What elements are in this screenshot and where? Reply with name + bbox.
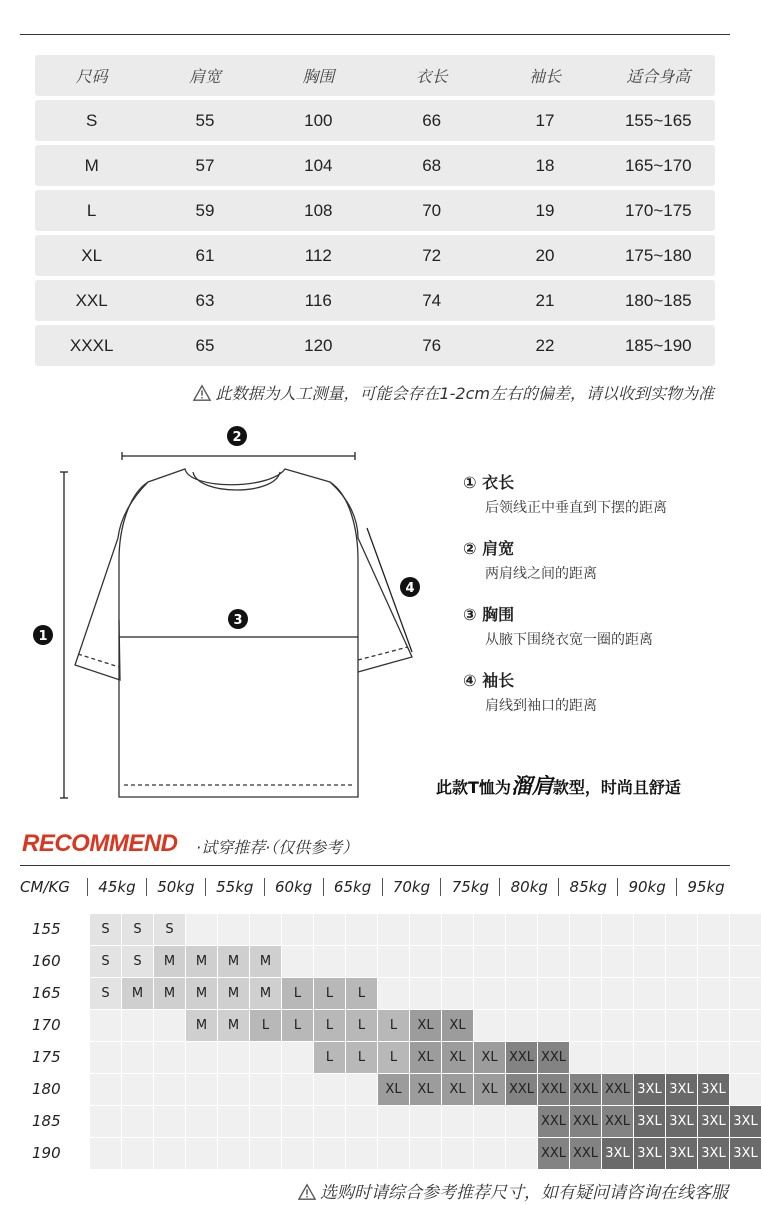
grid-cell: 3XL <box>634 1138 665 1169</box>
size-table-cell: S <box>85 110 98 130</box>
grid-cell <box>442 978 473 1009</box>
size-table-cell: 17 <box>535 110 555 130</box>
grid-cell <box>474 914 505 945</box>
grid-cell <box>666 914 697 945</box>
grid-cell <box>346 1074 377 1105</box>
size-table-cell: 65 <box>195 335 215 355</box>
grid-cell: L <box>314 978 345 1009</box>
grid-cell <box>474 946 505 977</box>
grid-cell: M <box>122 978 153 1009</box>
marker-3 <box>228 609 248 629</box>
grid-cell: L <box>314 1042 345 1073</box>
grid-cell <box>378 1138 409 1169</box>
grid-row <box>20 914 762 945</box>
svg-text:2: 2 <box>232 430 242 445</box>
grid-cell: M <box>154 946 185 977</box>
grid-cell <box>154 1106 185 1137</box>
grid-cell: L <box>282 1010 313 1041</box>
grid-cell: M <box>186 978 217 1009</box>
grid-cell <box>474 978 505 1009</box>
size-table-cell: 116 <box>304 290 332 310</box>
height-label: 155 <box>32 920 61 938</box>
svg-text:1: 1 <box>38 629 48 644</box>
weight-label: 65kg <box>323 878 382 896</box>
size-table-cell: 21 <box>535 290 555 310</box>
grid-cell: S <box>90 978 121 1009</box>
size-table-row <box>35 235 715 276</box>
legend-desc: 从腋下围绕衣宽一圈的距离 <box>485 632 653 648</box>
grid-cell: 3XL <box>666 1074 697 1105</box>
grid-cell: L <box>250 1010 281 1041</box>
grid-cell: S <box>90 946 121 977</box>
size-table-cell: 155~165 <box>624 110 692 130</box>
grid-cell <box>314 1106 345 1137</box>
grid-cell: S <box>122 946 153 977</box>
grid-cell: XL <box>474 1042 505 1073</box>
grid-cell <box>378 1106 409 1137</box>
size-table-cell: 165~170 <box>624 155 692 175</box>
size-table-cell: 120 <box>304 335 333 355</box>
size-table-header-cell: 衣长 <box>415 67 448 86</box>
grid-cell: M <box>186 1010 217 1041</box>
size-table-cell: 70 <box>422 200 442 220</box>
legend-desc: 两肩线之间的距离 <box>485 566 597 582</box>
grid-cell: L <box>282 978 313 1009</box>
recommend-title: RECOMMEND <box>22 830 178 857</box>
grid-cell: L <box>346 1010 377 1041</box>
legend-desc: 后领线正中垂直到下摆的距离 <box>485 500 667 516</box>
grid-cell: M <box>250 978 281 1009</box>
grid-cell <box>186 1074 217 1105</box>
grid-cell: XL <box>442 1010 473 1041</box>
size-table-row <box>35 145 715 186</box>
legend-item <box>463 602 733 649</box>
size-table-cell: 63 <box>195 290 215 310</box>
size-table-cell: 76 <box>422 335 442 355</box>
size-table-cell: 59 <box>195 200 215 220</box>
size-table-header <box>35 55 715 96</box>
grid-cell <box>186 914 217 945</box>
size-table-cell: 185~190 <box>624 335 692 355</box>
tagline-emph: 溜肩 <box>510 774 553 798</box>
grid-cell: S <box>122 914 153 945</box>
grid-cell <box>378 914 409 945</box>
grid-cell <box>282 914 313 945</box>
recommend-divider <box>20 865 730 866</box>
grid-cell: XXL <box>570 1106 601 1137</box>
grid-cell: XL <box>442 1042 473 1073</box>
grid-cell: M <box>186 946 217 977</box>
grid-cell <box>410 914 441 945</box>
grid-cell <box>282 946 313 977</box>
grid-cell <box>570 978 601 1009</box>
grid-cell <box>602 1042 633 1073</box>
grid-cell: S <box>154 914 185 945</box>
grid-cell <box>122 1138 153 1169</box>
grid-cell: XXL <box>506 1074 537 1105</box>
grid-cell: XXL <box>602 1074 633 1105</box>
size-table-cell: 19 <box>535 200 555 220</box>
grid-cell <box>122 1074 153 1105</box>
corner-label: CM/KG <box>20 878 70 896</box>
grid-cell <box>634 946 665 977</box>
grid-cell <box>538 946 569 977</box>
grid-cell <box>506 1010 537 1041</box>
legend-item <box>463 536 733 583</box>
size-table-cell: XL <box>81 245 103 265</box>
size-table-cell: XXXL <box>69 335 114 355</box>
grid-cell <box>474 1138 505 1169</box>
grid-cell <box>602 1010 633 1041</box>
size-table-row <box>35 280 715 321</box>
size-table-cell: 74 <box>422 290 442 310</box>
height-label: 190 <box>32 1144 61 1162</box>
grid-cell <box>698 978 729 1009</box>
grid-row <box>20 978 762 1009</box>
grid-cell <box>218 1074 249 1105</box>
size-table-cell: M <box>84 155 99 175</box>
grid-cell <box>570 1010 601 1041</box>
legend-desc: 肩线到袖口的距离 <box>485 698 597 714</box>
size-table-header-cell: 尺码 <box>75 67 108 86</box>
grid-cell <box>154 1010 185 1041</box>
svg-text:4: 4 <box>405 581 415 596</box>
grid-cell: M <box>218 1010 249 1041</box>
svg-text:3: 3 <box>233 613 243 628</box>
grid-cell: 3XL <box>666 1138 697 1169</box>
grid-cell: M <box>218 946 249 977</box>
grid-row <box>20 1042 762 1073</box>
marker-4 <box>400 577 420 597</box>
size-table-cell: 55 <box>195 110 215 130</box>
measurement-legend <box>463 470 733 734</box>
grid-cell <box>730 1074 761 1105</box>
marker-1 <box>33 625 53 645</box>
grid-cell <box>122 1010 153 1041</box>
marker-2 <box>227 426 247 446</box>
tagline-suffix: 款型，时尚且舒适 <box>552 778 681 797</box>
height-label: 165 <box>32 984 61 1002</box>
size-table-header-cell: 适合身高 <box>626 67 691 86</box>
grid-cell: L <box>378 1010 409 1041</box>
grid-cell <box>506 946 537 977</box>
grid-cell <box>730 1042 761 1073</box>
size-table-cell: 57 <box>195 155 215 175</box>
size-table-cell: 100 <box>304 110 333 130</box>
fit-tagline <box>436 770 681 800</box>
grid-cell: XL <box>410 1042 441 1073</box>
purchase-note <box>298 1178 728 1203</box>
grid-cell <box>538 914 569 945</box>
grid-cell <box>474 1010 505 1041</box>
legend-item <box>463 470 733 517</box>
grid-row <box>20 1010 762 1041</box>
grid-cell <box>730 1010 761 1041</box>
size-table-cell: 18 <box>535 155 555 175</box>
top-divider <box>20 34 730 35</box>
grid-cell <box>634 1010 665 1041</box>
grid-cell <box>282 1138 313 1169</box>
grid-cell <box>282 1042 313 1073</box>
grid-cell: 3XL <box>602 1138 633 1169</box>
size-table-header-cell: 袖长 <box>528 67 561 86</box>
grid-cell <box>666 946 697 977</box>
grid-cell <box>666 1042 697 1073</box>
grid-cell: 3XL <box>698 1106 729 1137</box>
height-label: 160 <box>32 952 61 970</box>
height-label: 180 <box>32 1080 61 1098</box>
grid-cell <box>282 1074 313 1105</box>
weight-label: 60kg <box>264 878 323 896</box>
grid-cell: 3XL <box>698 1074 729 1105</box>
legend-item <box>463 668 733 715</box>
height-label: 185 <box>32 1112 61 1130</box>
grid-cell <box>442 1106 473 1137</box>
grid-cell <box>90 1042 121 1073</box>
grid-cell: XL <box>378 1074 409 1105</box>
legend-title: ② 肩宽 <box>463 539 515 558</box>
grid-cell: L <box>314 1010 345 1041</box>
measurement-note-text: 此数据为人工测量，可能会存在1-2cm左右的偏差，请以收到实物为准 <box>215 384 714 403</box>
size-table-row <box>35 190 715 231</box>
grid-cell: M <box>154 978 185 1009</box>
grid-cell <box>218 1042 249 1073</box>
grid-cell: XL <box>410 1010 441 1041</box>
grid-cell <box>602 978 633 1009</box>
grid-cell <box>570 914 601 945</box>
grid-cell: S <box>90 914 121 945</box>
size-table-cell: 170~175 <box>624 200 692 220</box>
grid-cell <box>122 1042 153 1073</box>
grid-cell: XL <box>474 1074 505 1105</box>
grid-cell <box>570 1042 601 1073</box>
weight-label: 70kg <box>382 878 441 896</box>
grid-cell <box>346 946 377 977</box>
recommend-grid <box>20 914 762 1170</box>
size-table-row <box>35 325 715 366</box>
weight-label: 90kg <box>617 878 676 896</box>
grid-cell <box>314 946 345 977</box>
grid-cell <box>698 914 729 945</box>
weight-label: 45kg <box>87 878 146 896</box>
grid-row <box>20 1138 762 1169</box>
grid-cell <box>346 1106 377 1137</box>
grid-cell: 3XL <box>634 1106 665 1137</box>
size-table-cell: 66 <box>422 110 442 130</box>
grid-cell <box>186 1042 217 1073</box>
grid-cell: L <box>378 1042 409 1073</box>
grid-cell <box>314 1138 345 1169</box>
grid-cell <box>250 914 281 945</box>
legend-title: ④ 袖长 <box>463 671 515 690</box>
purchase-note-text: 选购时请综合参考推荐尺寸，如有疑问请咨询在线客服 <box>320 1183 728 1203</box>
grid-cell <box>250 1138 281 1169</box>
size-table-cell: 108 <box>304 200 333 220</box>
legend-title: ① 衣长 <box>463 473 515 492</box>
weight-header <box>20 878 735 896</box>
grid-cell <box>538 1010 569 1041</box>
weight-label: 80kg <box>499 878 558 896</box>
grid-cell <box>570 946 601 977</box>
tshirt-diagram <box>20 420 440 810</box>
size-table <box>35 55 715 370</box>
grid-cell <box>378 946 409 977</box>
grid-cell <box>506 914 537 945</box>
grid-cell <box>250 1042 281 1073</box>
grid-row <box>20 1074 762 1105</box>
grid-cell <box>634 978 665 1009</box>
size-table-cell: 180~185 <box>624 290 692 310</box>
grid-cell <box>602 914 633 945</box>
legend-title: ③ 胸围 <box>463 605 515 624</box>
grid-cell: XL <box>442 1074 473 1105</box>
grid-cell <box>218 1106 249 1137</box>
grid-cell: M <box>250 946 281 977</box>
grid-cell <box>410 978 441 1009</box>
grid-cell <box>410 946 441 977</box>
grid-cell <box>186 1106 217 1137</box>
grid-cell <box>506 1138 537 1169</box>
grid-cell: 3XL <box>666 1106 697 1137</box>
size-table-cell: 68 <box>422 155 442 175</box>
grid-cell: XXL <box>538 1074 569 1105</box>
grid-cell <box>730 978 761 1009</box>
size-table-cell: 20 <box>535 245 555 265</box>
recommend-subtitle: ·试穿推荐·（仅供参考） <box>196 838 359 857</box>
warning-icon <box>298 1183 316 1201</box>
grid-cell <box>474 1106 505 1137</box>
grid-cell: XXL <box>506 1042 537 1073</box>
height-label: 170 <box>32 1016 61 1034</box>
grid-cell: XXL <box>570 1138 601 1169</box>
grid-cell <box>218 914 249 945</box>
size-table-header-cell: 胸围 <box>302 67 335 86</box>
grid-cell <box>90 1074 121 1105</box>
grid-cell: XXL <box>602 1106 633 1137</box>
grid-cell <box>122 1106 153 1137</box>
grid-cell <box>250 1106 281 1137</box>
weight-label: 95kg <box>676 878 735 896</box>
grid-cell <box>698 1010 729 1041</box>
grid-cell: 3XL <box>730 1106 761 1137</box>
grid-cell: XXL <box>538 1042 569 1073</box>
grid-cell <box>666 1010 697 1041</box>
grid-cell: M <box>218 978 249 1009</box>
size-table-cell: 104 <box>304 155 333 175</box>
grid-cell: 3XL <box>730 1138 761 1169</box>
grid-cell <box>730 946 761 977</box>
warning-icon <box>193 384 211 402</box>
measurement-note <box>193 381 714 404</box>
grid-cell <box>442 946 473 977</box>
size-table-header-cell: 肩宽 <box>188 67 221 86</box>
grid-cell <box>410 1138 441 1169</box>
grid-cell <box>698 946 729 977</box>
size-table-cell: 112 <box>304 245 332 265</box>
grid-cell <box>506 978 537 1009</box>
grid-row <box>20 946 762 977</box>
grid-cell <box>442 1138 473 1169</box>
grid-cell <box>410 1106 441 1137</box>
grid-cell <box>506 1106 537 1137</box>
grid-cell: 3XL <box>698 1138 729 1169</box>
size-table-cell: 175~180 <box>624 245 692 265</box>
size-table-cell: 72 <box>422 245 442 265</box>
grid-cell <box>698 1042 729 1073</box>
grid-cell <box>538 978 569 1009</box>
weight-label: 55kg <box>205 878 264 896</box>
size-table-cell: L <box>86 200 97 220</box>
grid-cell <box>314 1074 345 1105</box>
grid-cell <box>634 914 665 945</box>
grid-cell: XXL <box>570 1074 601 1105</box>
grid-cell <box>154 1138 185 1169</box>
grid-cell: XL <box>410 1074 441 1105</box>
grid-cell <box>186 1138 217 1169</box>
grid-row <box>20 1106 762 1137</box>
grid-cell: 3XL <box>634 1074 665 1105</box>
grid-cell <box>154 1042 185 1073</box>
weight-label: 75kg <box>440 878 499 896</box>
grid-cell <box>154 1074 185 1105</box>
tagline-prefix: 此款T恤为 <box>436 778 511 797</box>
grid-cell <box>218 1138 249 1169</box>
grid-cell: XXL <box>538 1106 569 1137</box>
grid-cell <box>378 978 409 1009</box>
size-table-cell: 22 <box>535 335 555 355</box>
grid-cell <box>90 1106 121 1137</box>
weight-label: 85kg <box>558 878 617 896</box>
grid-cell <box>634 1042 665 1073</box>
size-table-row <box>35 100 715 141</box>
grid-cell <box>250 1074 281 1105</box>
grid-cell: L <box>346 1042 377 1073</box>
grid-cell: L <box>346 978 377 1009</box>
grid-cell <box>90 1010 121 1041</box>
grid-cell <box>666 978 697 1009</box>
grid-cell <box>602 946 633 977</box>
grid-cell <box>282 1106 313 1137</box>
size-table-cell: XXL <box>75 290 108 310</box>
grid-cell <box>442 914 473 945</box>
grid-cell <box>346 1138 377 1169</box>
grid-cell <box>90 1138 121 1169</box>
height-label: 175 <box>32 1048 61 1066</box>
size-table-cell: 61 <box>195 245 215 265</box>
grid-cell <box>346 914 377 945</box>
grid-cell <box>730 914 761 945</box>
grid-cell: XXL <box>538 1138 569 1169</box>
grid-cell <box>314 914 345 945</box>
weight-label: 50kg <box>146 878 205 896</box>
